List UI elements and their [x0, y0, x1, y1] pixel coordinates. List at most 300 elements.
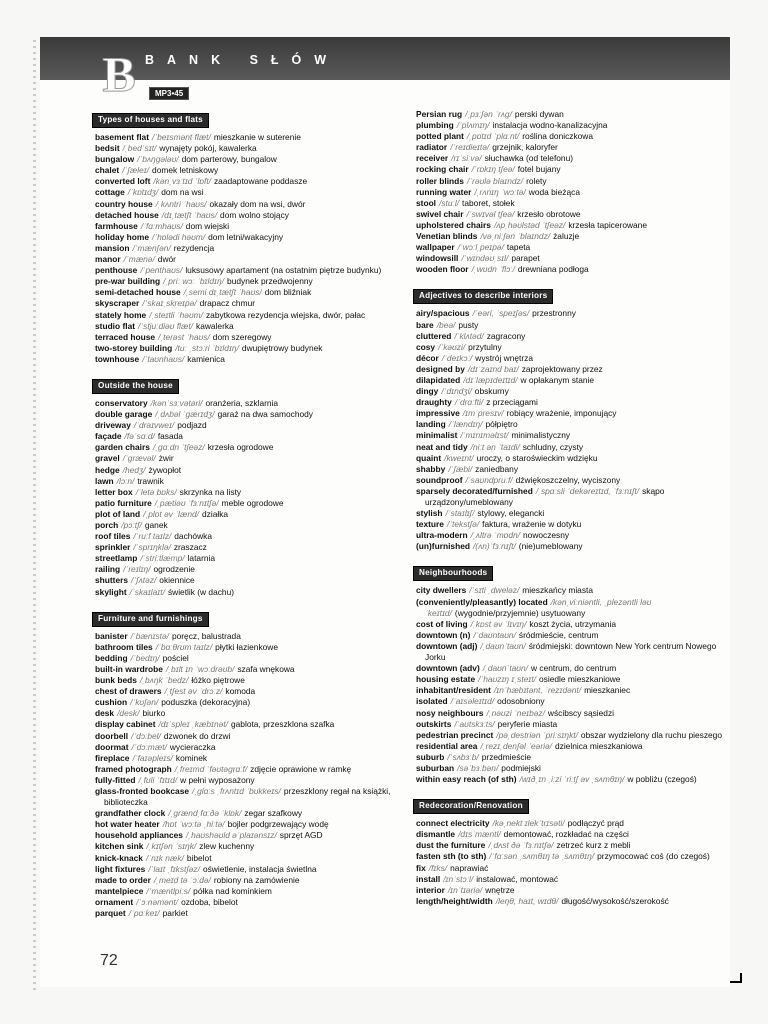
entry-term: cottage — [95, 187, 125, 198]
entry-definition: zaprojektowany przez — [521, 363, 603, 374]
vocab-entry — [95, 298, 397, 309]
entry-definition: peryferie miasta — [497, 718, 558, 729]
entry-term: double garage — [95, 409, 153, 420]
vocab-entry — [416, 131, 734, 142]
vocab-entry — [416, 840, 734, 851]
entry-term: airy/spacious — [416, 308, 470, 319]
vocab-entry — [95, 719, 397, 730]
entry-term: plumbing — [416, 120, 454, 131]
entry-definition: wystrój wnętrza — [475, 352, 533, 363]
entry-pronunciation: /pəˌdestriən ˈpriːsɪŋkt/ — [496, 729, 578, 740]
entry-term: designed by — [416, 363, 465, 374]
entry-definition: dom szeregowy — [212, 331, 272, 342]
vocab-entry — [416, 308, 734, 319]
vocab-entry — [95, 431, 397, 442]
entry-pronunciation: /beə/ — [436, 319, 456, 330]
entry-definition: działka — [201, 508, 229, 519]
vocab-entry — [95, 176, 397, 187]
entry-pronunciation: /ˈbɑːθrʊm taɪlz/ — [155, 641, 213, 652]
entry-pronunciation: /tuː ˌstɔːri ˈbɪldɪŋ/ — [175, 342, 239, 353]
entry-pronunciation: /ˌbɪlt ɪn ˈwɔːdrəʊb/ — [165, 663, 235, 674]
section-houses — [95, 109, 397, 365]
vocab-entry — [95, 420, 397, 431]
section-furniture — [95, 608, 397, 919]
entry-pronunciation: /ˈbænɪstə/ — [130, 630, 169, 641]
entry-pronunciation: /ˈaɪsəleɪtɪd/ — [450, 696, 495, 707]
entry-definition: zraszacz — [173, 542, 207, 553]
entry-term: cushion — [95, 697, 128, 708]
entry-term: fasten sth (to sth) — [416, 851, 487, 862]
entry-definition: sprzęt AGD — [279, 830, 323, 841]
vocab-entry — [95, 653, 397, 664]
vocab-entry — [416, 464, 734, 475]
entry-definition: roślina doniczkowa — [522, 131, 594, 142]
entry-term: porch — [95, 520, 119, 530]
entry-definition: kamienica — [187, 353, 225, 364]
entry-pronunciation: /desk/ — [117, 708, 140, 719]
entry-term: soundproof — [416, 474, 463, 485]
entry-term: façade — [95, 431, 122, 442]
entry-term: lawn — [95, 475, 114, 486]
entry-definition: podjazd — [177, 420, 207, 431]
entry-term: downtown (adj) — [416, 640, 478, 651]
entry-term: railing — [95, 564, 121, 575]
entry-pronunciation: /ɪnˈstɔːl/ — [443, 873, 474, 884]
entry-pronunciation: /ˌɡlɑːs ˌfrʌntɪd ˈbʊkkeɪs/ — [192, 785, 281, 796]
entry-pronunciation: /ˌnəʊzi ˈneɪbəz/ — [486, 707, 545, 718]
entry-definition: schludny, czysty — [522, 441, 584, 452]
entry-pronunciation: /dɪˌtætʃt ˈhaʊs/ — [161, 209, 218, 220]
vocab-entry — [95, 675, 397, 686]
entry-definition: stylowy, elegancki — [477, 508, 545, 519]
vocab-entry — [95, 442, 397, 453]
entry-pronunciation: /ˈfɑːmhaʊs/ — [140, 220, 183, 231]
vocab-entry — [95, 232, 397, 243]
entry-definition: dachówka — [174, 531, 212, 542]
entry-definition: zlew kuchenny — [199, 841, 255, 852]
entry-pronunciation: /ˌbedˈsɪt/ — [122, 143, 157, 154]
entry-term: outskirts — [416, 718, 452, 729]
entry-definition: nowoczesny — [523, 530, 570, 541]
vocab-entry — [95, 742, 397, 753]
entry-term: streetlamp — [95, 553, 138, 564]
entry-pronunciation: /ˌsemi dɪˌtætʃt ˈhaʊs/ — [183, 287, 262, 298]
vocab-entry — [416, 752, 734, 763]
entry-pronunciation: /ˈlændɪŋ/ — [448, 419, 483, 430]
entry-definition: skąpo urządzony/umeblowany — [425, 485, 665, 507]
entry-term: fireplace — [95, 752, 130, 763]
entry-definition: szafa wnękowa — [237, 663, 295, 674]
entry-pronunciation: /ˈpɑːkeɪ/ — [128, 908, 160, 918]
entry-pronunciation: /ˈɡrævəl/ — [122, 453, 156, 464]
entry-term: pre-war building — [95, 276, 161, 287]
entry-term: manor — [95, 254, 121, 265]
entry-pronunciation: /ˈhaʊzɪŋ ɪˌsteɪt/ — [478, 674, 536, 685]
entry-pronunciation: /pɔːtʃ/ — [121, 520, 142, 530]
entry-pronunciation: /ˌrezɪˌdenʃəl ˈeəriə/ — [480, 740, 552, 751]
entry-term: gravel — [95, 453, 120, 464]
entry-definition: ogrodzenie — [153, 564, 195, 575]
entry-pronunciation: /hɒt ˈwɔːtə ˌhiːtə/ — [162, 819, 225, 830]
entry-pronunciation: /kweɪnt/ — [444, 452, 474, 463]
entry-term: neat and tidy — [416, 441, 468, 452]
entry-pronunciation: /ˌrʌnɪŋ ˈwɔːtə/ — [474, 186, 526, 197]
entry-term: knick-knack — [95, 852, 143, 863]
entry-definition: domek letniskowy — [152, 165, 219, 176]
entry-definition: demontować, rozkładać na części — [503, 829, 629, 840]
entry-definition: faktura, wrażenie w dotyku — [482, 519, 582, 530]
vocab-entry — [416, 719, 734, 730]
entry-term: semi-detached house — [95, 287, 181, 298]
entry-pronunciation: /ˈdraɪvweɪ/ — [133, 420, 175, 431]
vocab-entry — [95, 830, 397, 841]
vocab-entry — [95, 764, 397, 775]
vocab-entry — [416, 386, 734, 397]
entry-pronunciation: /ˈdɪndʒi/ — [441, 386, 472, 397]
entry-definition: okiennice — [159, 575, 195, 586]
entry-definition: pusty — [458, 319, 479, 330]
vocab-entry — [95, 753, 397, 764]
vocab-entry — [95, 509, 397, 520]
section-heading: Types of houses and flats — [92, 113, 209, 128]
entry-term: mantelpiece — [95, 885, 144, 896]
section-heading: Adjectives to describe interiors — [413, 289, 553, 304]
entry-definition: grzejnik, kaloryfer — [492, 142, 558, 153]
entry-pronunciation: /ˈfaɪəpleɪs/ — [132, 752, 173, 763]
entry-pronunciation: /ˈdrɑːfti/ — [454, 397, 484, 408]
entry-definition: w pobliżu (czegoś) — [627, 774, 697, 785]
vocab-entry — [416, 187, 734, 198]
entry-pronunciation: /ˈreɪdieɪtə/ — [450, 142, 490, 153]
entry-definition: płytki łazienkowe — [215, 641, 278, 652]
vocab-entry — [416, 109, 734, 120]
entry-definition: robiący wrażenie, imponujący — [506, 408, 617, 419]
page-title: BANK SŁÓW — [145, 53, 340, 67]
entry-pronunciation: /ɪmˈpresɪv/ — [462, 408, 504, 419]
entry-pronunciation: /ˌɡrændˌfɑːðə ˈklɒk/ — [168, 808, 242, 819]
entry-definition: ozdoba, bibelot — [181, 896, 238, 907]
entry-pronunciation: /ˌwʊdn ˈflɔː/ — [471, 264, 515, 275]
entry-pronunciation: /ˈkʊʃən/ — [130, 697, 159, 708]
entry-pronunciation: /kənˈsɜːvətəri/ — [150, 397, 203, 408]
entry-pronunciation: /ˈkəʊzi/ — [438, 341, 466, 352]
entry-term: quaint — [416, 452, 442, 463]
entry-definition: dom letni/wakacyjny — [208, 231, 284, 242]
entry-list — [416, 818, 734, 907]
entry-term: impressive — [416, 408, 460, 419]
entry-definition: dzwonek do drzwi — [163, 730, 231, 741]
entry-pronunciation: /ˌtʃest əv ˈdrɔːz/ — [164, 686, 223, 697]
entry-pronunciation: /ˌsteɪtli ˈhəʊm/ — [149, 309, 203, 320]
entry-term: (un)furnished — [416, 541, 470, 552]
vocab-entry — [95, 343, 397, 354]
entry-term: interior — [416, 884, 445, 895]
entry-definition: skrzynka na listy — [179, 486, 242, 497]
vocab-entry — [95, 642, 397, 653]
entry-definition: latarnia — [187, 553, 216, 564]
entry-pronunciation: /kənˌvɜːtɪd ˈlɒft/ — [153, 176, 211, 187]
entry-term: bedding — [95, 652, 128, 663]
entry-pronunciation: /vəˌniːʃən ˈblaɪndz/ — [480, 231, 551, 242]
entry-term: windowsill — [416, 253, 459, 264]
entry-pronunciation: /ˈeəri, ˈspeɪʃəs/ — [472, 308, 530, 319]
entry-pronunciation: /leŋθ, haɪt, wɪdθ/ — [495, 895, 559, 906]
entry-term: suburban — [416, 762, 455, 773]
entry-pronunciation: /ˈdɔːmæt/ — [131, 741, 167, 752]
entry-pronunciation: /ˈʃæbi/ — [448, 463, 473, 474]
entry-term: residential area — [416, 740, 478, 751]
entry-definition: budynek przedwojenny — [227, 276, 313, 287]
entry-term: upholstered chairs — [416, 219, 491, 230]
page — [40, 37, 730, 987]
entry-pronunciation: /ˈrɒkɪŋ tʃeə/ — [471, 164, 515, 175]
entry-definition: naprawiać — [450, 862, 489, 873]
vocab-entry — [95, 199, 397, 210]
entry-definition: luksusowy apartament (na ostatnim piętrze budynku) — [185, 265, 382, 276]
entry-definition: dom wolno stojący — [220, 209, 289, 220]
entry-pronunciation: /dɪˈzaɪnd baɪ/ — [467, 363, 519, 374]
entry-list — [416, 109, 734, 275]
entry-pronunciation: /ˈtekstʃə/ — [446, 519, 480, 530]
entry-term: banister — [95, 630, 128, 641]
entry-definition: słuchawka (od telefonu) — [484, 153, 574, 164]
entry-term: ultra-modern — [416, 530, 468, 541]
vocab-entry — [416, 885, 734, 896]
entry-pronunciation: /kənˌviːniəntli, ˌplezəntli ləʊˈkeɪtɪd/ — [425, 596, 652, 618]
vocab-entry — [95, 808, 397, 819]
entry-pronunciation: /ˈklʌtəd/ — [454, 330, 484, 341]
vocab-entry — [95, 287, 397, 298]
vocab-entry — [416, 120, 734, 131]
vocab-entry — [95, 165, 397, 176]
section-adjectives — [416, 285, 734, 552]
entry-term: desk — [95, 708, 115, 719]
entry-pronunciation: /ˈɔːnəmənt/ — [136, 896, 179, 907]
entry-pronunciation: /dɪsˈmæntl/ — [458, 829, 501, 840]
entry-pronunciation: /ɪnˈtɪəriə/ — [447, 884, 483, 895]
entry-pronunciation: /(ʌn)ˈfɜːnɪʃt/ — [472, 541, 516, 552]
section-heading: Outside the house — [92, 379, 179, 394]
entry-term: doormat — [95, 741, 129, 752]
vocab-entry — [95, 786, 397, 808]
entry-pronunciation: /kəˌnekt ɪlekˈtrɪsəti/ — [492, 818, 565, 829]
entry-term: ornament — [95, 896, 134, 907]
vocab-entry — [416, 442, 734, 453]
entry-definition: półpiętro — [485, 419, 518, 430]
vocab-entry — [95, 664, 397, 675]
entry-definition: zaadaptowane poddasze — [213, 176, 308, 187]
vocab-entry — [416, 585, 734, 596]
entry-definition: półka nad kominkiem — [193, 885, 272, 896]
entry-pronunciation: /ɪnˈhæbɪtənt, ˈrezɪdənt/ — [493, 685, 582, 696]
vocab-entry — [95, 276, 397, 287]
entry-pronunciation: /ˌɡɑːdn ˈtʃeəz/ — [152, 442, 205, 453]
entry-pronunciation: /fɪks/ — [428, 862, 448, 873]
entry-term: wooden floor — [416, 264, 469, 275]
entry-definition: krzesła tapicerowane — [568, 219, 647, 230]
entry-term: framed photograph — [95, 763, 172, 774]
entry-definition: zdjęcie oprawione w ramkę — [250, 763, 352, 774]
entry-definition: dzielnica mieszkaniowa — [554, 740, 643, 751]
entry-definition: okazały dom na wsi, dwór — [209, 198, 306, 209]
entry-pronunciation: /ˌkɒst əv ˈlɪvɪŋ/ — [470, 618, 527, 629]
vocab-entry — [416, 541, 734, 552]
entry-list — [95, 398, 397, 598]
entry-definition: krzesło obrotowe — [517, 208, 581, 219]
entry-term: plot of land — [95, 508, 141, 519]
audio-track-badge: MP3•45 — [149, 87, 189, 100]
entry-definition: przymocować coś (do czegoś) — [597, 851, 710, 862]
entry-term: penthouse — [95, 265, 138, 276]
vocab-entry — [95, 542, 397, 553]
vocab-entry — [416, 896, 734, 907]
entry-term: driveway — [95, 420, 131, 431]
entry-term: city dwellers — [416, 585, 467, 596]
entry-term: hot water heater — [95, 819, 160, 830]
entry-pronunciation: /ˌpɒtɪd ˈplɑːnt/ — [466, 131, 520, 142]
entry-term: garden chairs — [95, 442, 150, 453]
corner-mark — [730, 973, 742, 983]
entry-term: dust the furniture — [416, 840, 486, 851]
entry-pronunciation: /ˈsprɪŋklə/ — [133, 542, 171, 553]
entry-definition: gablota, przeszklona szafka — [230, 719, 335, 730]
entry-term: wallpaper — [416, 242, 455, 253]
vocab-entry — [95, 132, 397, 143]
entry-pronunciation: /ˌdʌbəl ˈɡærɪdʒ/ — [155, 409, 215, 420]
entry-term: install — [416, 873, 441, 884]
entry-pronunciation: /ˈruːf taɪlz/ — [133, 531, 172, 542]
entry-pronunciation: /fəˈsɑːd/ — [124, 431, 155, 442]
vocab-entry — [416, 153, 734, 164]
vocab-entry — [416, 630, 734, 641]
vocab-entry — [95, 243, 397, 254]
entry-term: two-storey building — [95, 342, 173, 353]
entry-term: within easy reach (of sth) — [416, 774, 517, 785]
entry-list — [416, 585, 734, 785]
entry-term: detached house — [95, 209, 159, 220]
section-neighbourhoods — [416, 562, 734, 785]
vocab-entry — [416, 198, 734, 209]
entry-pronunciation: /ˌspɑːsli ˈdekəreɪtɪd, ˈfɜːnɪʃt/ — [535, 485, 640, 496]
entry-term: converted loft — [95, 176, 151, 187]
entry-definition: dom na wsi — [161, 187, 204, 198]
entry-pronunciation: /ˌhaʊshəʊld əˈplaɪənsɪz/ — [185, 830, 277, 841]
entry-pronunciation: /ˌdʌst ðə ˈfɜːnɪtʃə/ — [488, 840, 554, 851]
entry-term: fully-fitted — [95, 774, 136, 785]
entry-term: nosy neighbours — [416, 707, 484, 718]
vocab-entry — [95, 841, 397, 852]
vocab-entry — [95, 321, 397, 332]
entry-pronunciation: /ˈmæntlpiːs/ — [146, 885, 191, 896]
entry-definition: wycieraczka — [169, 741, 216, 752]
entry-term: conservatory — [95, 397, 148, 408]
entry-definition: woda bieżąca — [528, 186, 580, 197]
entry-term: patio furniture — [95, 497, 152, 508]
entry-pronunciation: /ˈplʌmɪŋ/ — [456, 120, 490, 131]
entry-term: length/height/width — [416, 895, 493, 906]
vocab-entry — [95, 476, 397, 487]
entry-definition: z przeciągami — [486, 397, 538, 408]
entry-term: dismantle — [416, 829, 456, 840]
section-redecoration — [416, 795, 734, 907]
vocab-entry — [416, 741, 734, 752]
entry-pronunciation: /ˈnɪk næk/ — [145, 852, 184, 863]
entry-pronunciation: /ˌbʌŋk ˈbedz/ — [139, 675, 189, 686]
vocab-entry — [95, 465, 397, 476]
entry-pronunciation: /ˈmɪnɪməlɪst/ — [460, 430, 509, 441]
entry-definition: zegar szafkowy — [244, 808, 303, 819]
vocab-entry — [95, 210, 397, 221]
vocab-entry — [95, 332, 397, 343]
vocab-entry — [416, 430, 734, 441]
vocab-entry — [416, 176, 734, 187]
entry-pronunciation: /ˈletə bɒks/ — [135, 486, 177, 497]
entry-term: swivel chair — [416, 208, 464, 219]
vocab-entry — [95, 520, 397, 531]
entry-pronunciation: /ˌdaʊnˈtaʊn/ — [482, 663, 529, 674]
entry-definition: mieszkaniec — [584, 685, 631, 696]
vocab-entry — [416, 530, 734, 541]
entry-term: townhouse — [95, 353, 140, 364]
vocab-entry — [95, 221, 397, 232]
vocab-entry — [95, 631, 397, 642]
entry-definition: łóżko piętrowe — [191, 675, 245, 686]
entry-term: skyscraper — [95, 298, 140, 309]
entry-pronunciation: /ˈsɪti ˌdweləz/ — [469, 585, 520, 596]
entry-definition: parkiet — [162, 908, 188, 918]
entry-definition: dwupiętrowy budynek — [241, 342, 323, 353]
entry-term: potted plant — [416, 131, 464, 142]
entry-definition: rezydencja — [173, 242, 215, 253]
vocab-entry — [416, 674, 734, 685]
vocab-entry — [95, 187, 397, 198]
entry-term: stately home — [95, 309, 147, 320]
entry-pronunciation: /ˈswɪvəl tʃeə/ — [466, 208, 515, 219]
vocab-entry — [416, 419, 734, 430]
entry-term: downtown (adv) — [416, 663, 480, 674]
vocab-entry — [95, 398, 397, 409]
vocab-entry — [416, 829, 734, 840]
vocab-entry — [416, 685, 734, 696]
entry-definition: pościel — [162, 652, 189, 663]
entry-pronunciation: /ˈdeɪkɔː/ — [441, 352, 473, 363]
entry-term: Persian rug — [416, 109, 463, 119]
entry-term: dingy — [416, 386, 439, 397]
vocab-entry — [416, 774, 734, 785]
entry-term: holiday home — [95, 231, 149, 242]
vocab-entry — [95, 310, 397, 321]
entry-definition: kawalerka — [196, 320, 234, 331]
entry-term: inhabitant/resident — [416, 685, 491, 696]
entry-pronunciation: /ˈsaʊndpruːf/ — [465, 474, 513, 485]
entry-term: housing estate — [416, 674, 476, 685]
entry-pronunciation: /ˈskaɪlaɪt/ — [129, 586, 165, 597]
entry-pronunciation: /ˌʌltrə ˈmɒdn/ — [470, 530, 520, 541]
entry-term: basement flat — [95, 132, 149, 142]
entry-term: suburb — [416, 751, 445, 762]
entry-pronunciation: /ˈʃæleɪ/ — [122, 165, 150, 176]
vocab-entry — [416, 508, 734, 519]
vocab-entry — [95, 853, 397, 864]
entry-term: display cabinet — [95, 719, 156, 730]
entry-term: bunk beds — [95, 675, 137, 686]
entry-pronunciation: /ˈkɒtɪdʒ/ — [127, 187, 159, 198]
entry-definition: przeszklony regał na książki, biblioteczka — [104, 785, 391, 808]
vocab-entry — [416, 220, 734, 231]
entry-pronunciation: /səˈbɜːbən/ — [457, 762, 499, 773]
entry-term: chalet — [95, 165, 120, 176]
vocab-entry — [416, 453, 734, 464]
